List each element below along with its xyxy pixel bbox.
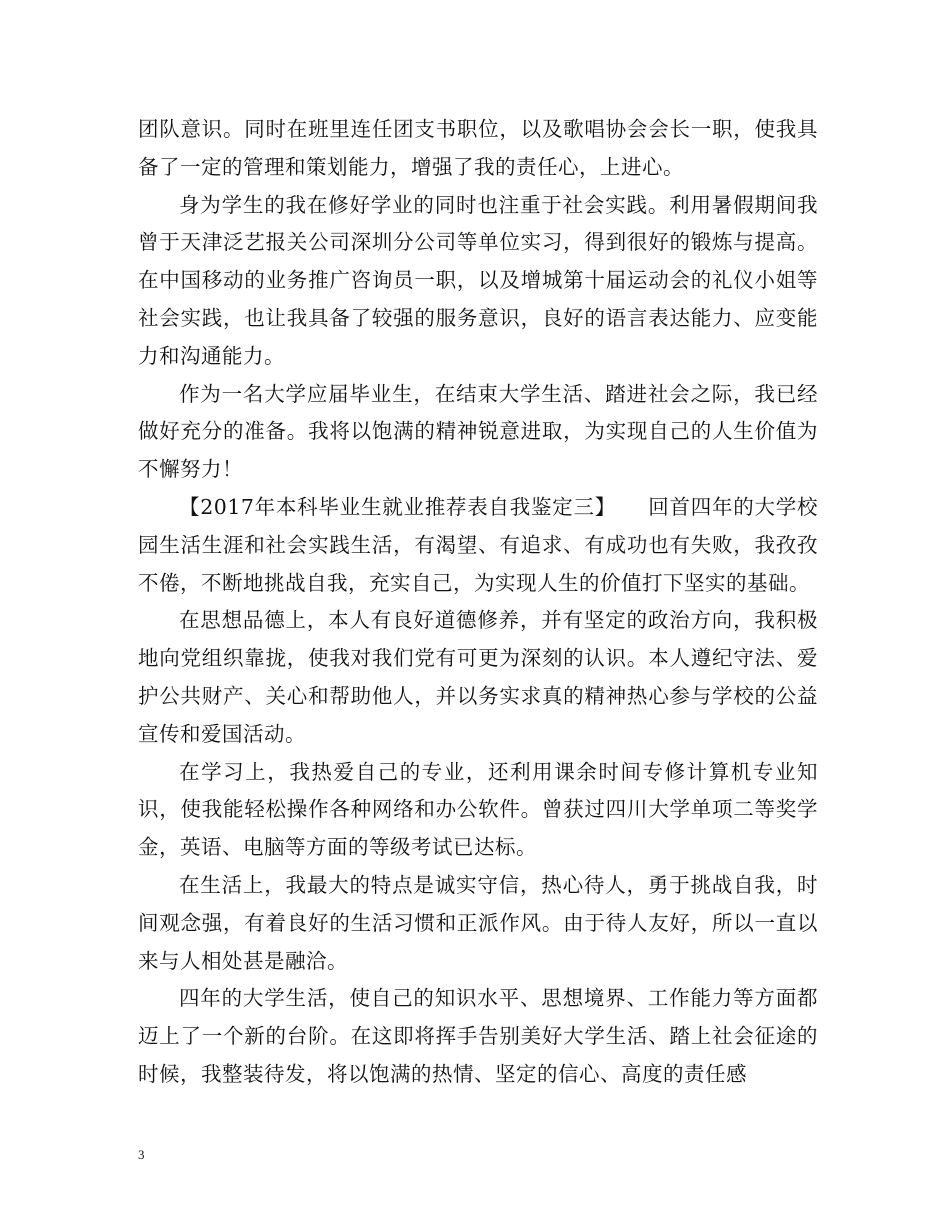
paragraph-8: 四年的大学生活，使自己的知识水平、思想境界、工作能力等方面都迈上了一个新的台阶。在这即将挥手告别美好大学生活、踏上社会征途的时候，我整装待发，将以饱满的热情、坚定的信心、高度的责任感 <box>138 986 818 1086</box>
paragraph-4: 【2017年本科毕业生就业推荐表自我鉴定三】 回首四年的大学校园生活生涯和社会实践生活，有渴望、有追求、有成功也有失败，我孜孜不倦，不断地挑战自我，充实自己，为实现人生的价值打下坚实的基础。 <box>138 494 818 595</box>
paragraph-5: 在思想品德上，本人有良好道德修养，并有坚定的政治方向，我积极地向党组织靠拢，使我对我们党有可更为深刻的认识。本人遵纪守法、爱护公共财产、关心和帮助他人，并以务实求真的精神热心参与学校的公益宣传和爱国活动。 <box>138 608 818 746</box>
paragraph-2: 身为学生的我在修好学业的同时也注重于社会实践。利用暑假期间我曾于天津泛艺报关公司深圳分公司等单位实习，得到很好的锻炼与提高。在中国移动的业务推广咨询员一职，以及增城第十届运动会的礼仪小姐等社会实践，也让我具备了较强的服务意识，良好的语言表达能力、应变能力和沟通能力。 <box>138 192 818 368</box>
page-number: 3 <box>138 1147 145 1162</box>
document-body <box>138 111 818 1094</box>
paragraph-3: 作为一名大学应届毕业生，在结束大学生活、踏进社会之际，我已经做好充分的准备。我将以饱满的精神锐意进取，为实现自己的人生价值为不懈努力！ <box>138 381 818 482</box>
paragraph-6: 在学习上，我热爱自己的专业，还利用课余时间专修计算机专业知识，使我能轻松操作各种网络和办公软件。曾获过四川大学单项二等奖学金，英语、电脑等方面的等级考试已达标。 <box>138 759 818 860</box>
paragraph-7: 在生活上，我最大的特点是诚实守信，热心待人，勇于挑战自我，时间观念强，有着良好的生活习惯和正派作风。由于待人友好，所以一直以来与人相处甚是融洽。 <box>138 872 818 973</box>
paragraph-1: 团队意识。同时在班里连任团支书职位，以及歌唱协会会长一职，使我具备了一定的管理和策划能力，增强了我的责任心，上进心。 <box>138 117 818 179</box>
